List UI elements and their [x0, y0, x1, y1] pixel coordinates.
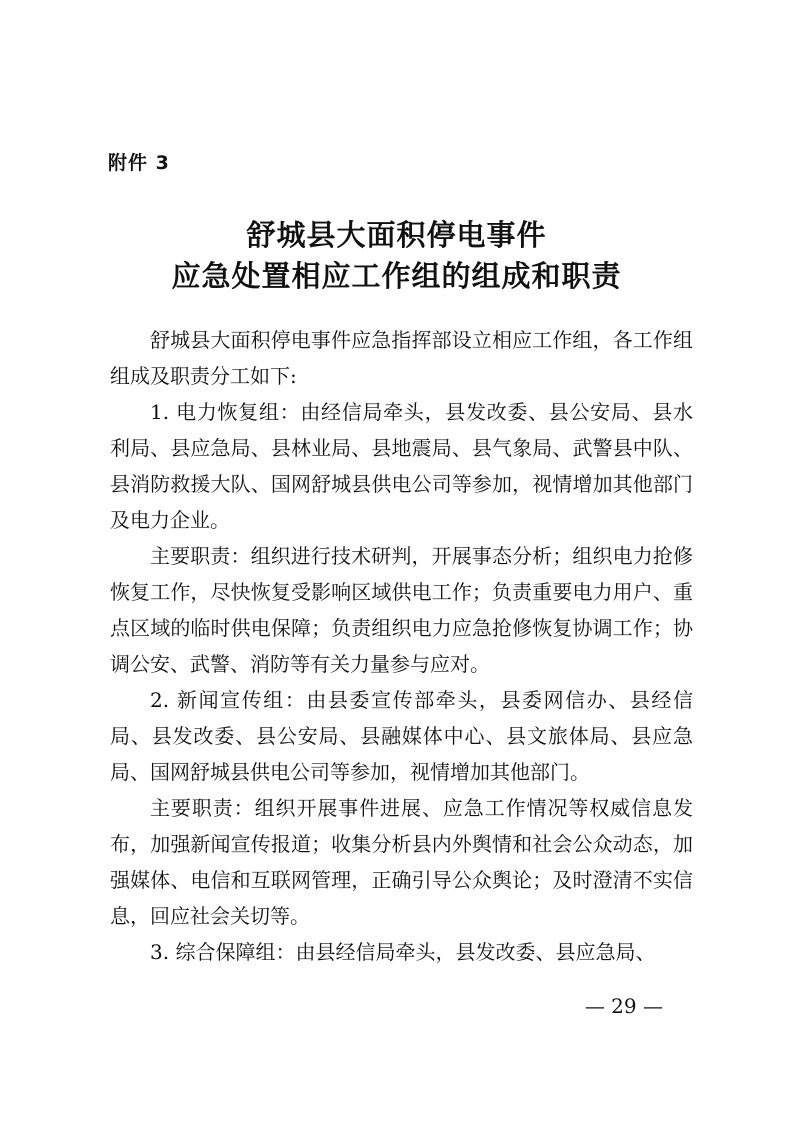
- attachment-label: 附件 3: [108, 152, 170, 174]
- power-recovery-duties-paragraph: 主要职责：组织进行技术研判，开展事态分析；组织电力抢修恢复工作，尽快恢复受影响区域供电工作；负责重要电力用户、重点区域的临时供电保障；负责组织电力应急抢修恢复协调工作；协调公安、武警、消防等有关力量参与应对。: [110, 544, 693, 676]
- news-publicity-duties-paragraph: 主要职责：组织开展事件进展、应急工作情况等权威信息发布，加强新闻宣传报道；收集分析县内外舆情和社会公众动态，加强媒体、电信和互联网管理，正确引导公众舆论；及时澄清不实信息，回应社会关切等。: [110, 796, 693, 928]
- power-recovery-group-paragraph: 1. 电力恢复组：由经信局牵头，县发改委、县公安局、县水利局、县应急局、县林业局、县地震局、县气象局、武警县中队、县消防救援大队、国网舒城县供电公司等参加，视情增加其他部门及电力企业。: [110, 400, 693, 532]
- news-publicity-group-paragraph: 2. 新闻宣传组：由县委宣传部牵头，县委网信办、县经信局、县发改委、县公安局、县融媒体中心、县文旅体局、县应急局、国网舒城县供电公司等参加，视情增加其他部门。: [110, 688, 693, 784]
- document-title-line-2: 应急处置相应工作组的组成和职责: [171, 259, 622, 293]
- intro-paragraph: 舒城县大面积停电事件应急指挥部设立相应工作组，各工作组组成及职责分工如下:: [110, 328, 693, 388]
- document-title-line-1: 舒城县大面积停电事件: [246, 218, 547, 252]
- page-number: — 29 —: [584, 994, 663, 1018]
- document-body: [110, 322, 693, 970]
- comprehensive-support-group-paragraph: 3. 综合保障组：由县经信局牵头，县发改委、县应急局、: [150, 940, 656, 964]
